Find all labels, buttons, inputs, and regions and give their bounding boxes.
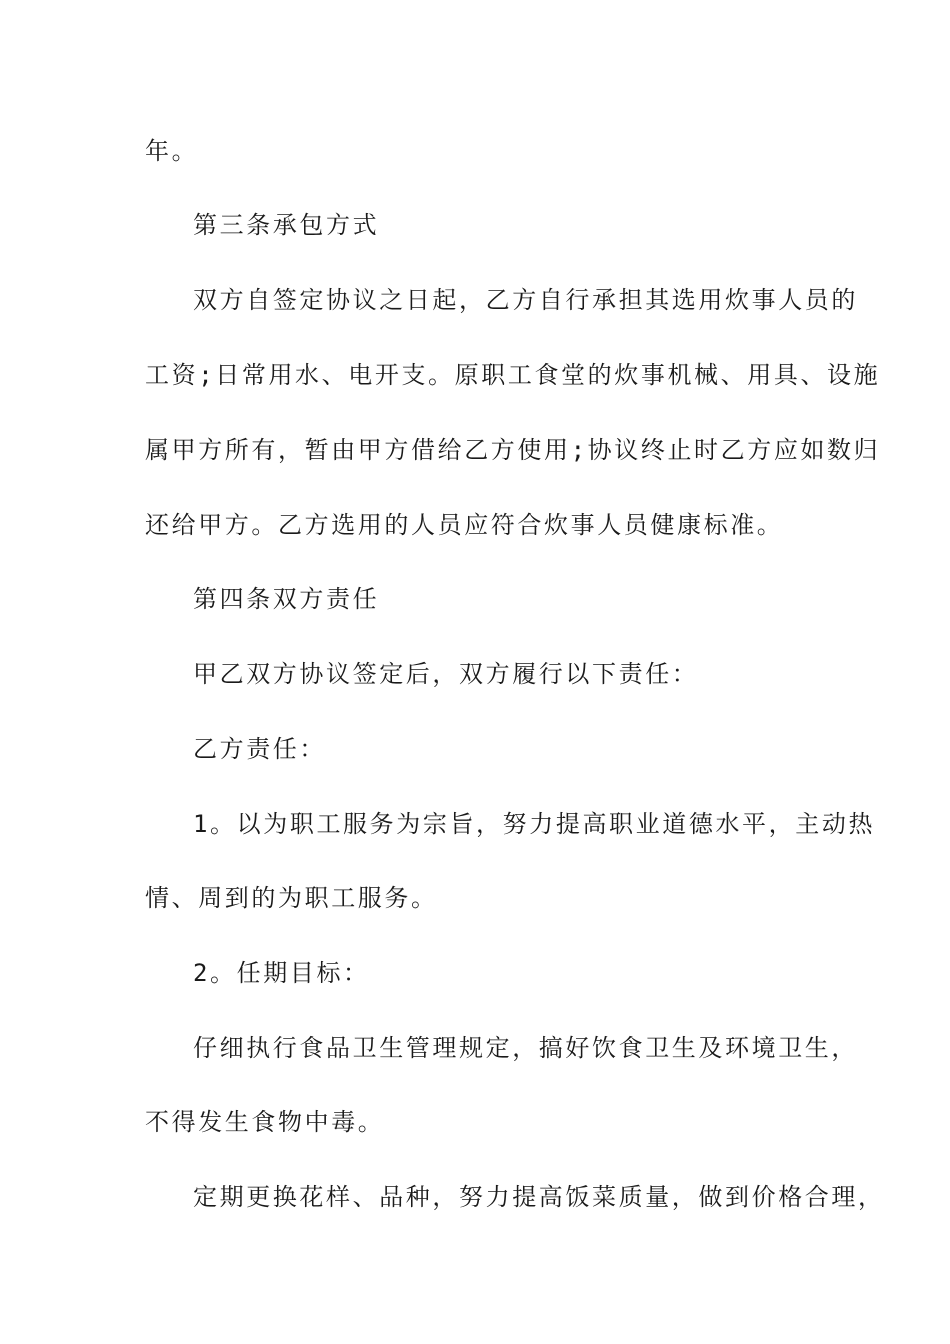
list-item-1: 1。以为职工服务为宗旨，努力提高职业道德水平，主动热 [193,810,876,838]
paragraph-line: 工资;日常用水、电开支。原职工食堂的炊事机械、用具、设施 [145,361,881,389]
article-heading-4: 第四条双方责任 [193,585,380,613]
paragraph-line: 定期更换花样、品种，努力提高饭菜质量，做到价格合理， [193,1183,885,1211]
section-label: 乙方责任： [193,735,326,763]
paragraph-line: 情、周到的为职工服务。 [145,884,438,912]
paragraph-line: 甲乙双方协议签定后，双方履行以下责任： [193,660,699,688]
paragraph-line: 双方自签定协议之日起，乙方自行承担其选用炊事人员的 [193,286,858,314]
text-line-continuation: 年。 [145,137,199,165]
list-item-2: 2。任期目标： [193,959,370,987]
paragraph-line: 仔细执行食品卫生管理规定，搞好饮食卫生及环境卫生， [193,1034,858,1062]
article-heading-3: 第三条承包方式 [193,211,380,239]
paragraph-line: 还给甲方。乙方选用的人员应符合炊事人员健康标准。 [145,511,784,539]
paragraph-line: 不得发生食物中毒。 [145,1108,385,1136]
paragraph-line: 属甲方所有，暂由甲方借给乙方使用;协议终止时乙方应如数归 [145,436,881,464]
